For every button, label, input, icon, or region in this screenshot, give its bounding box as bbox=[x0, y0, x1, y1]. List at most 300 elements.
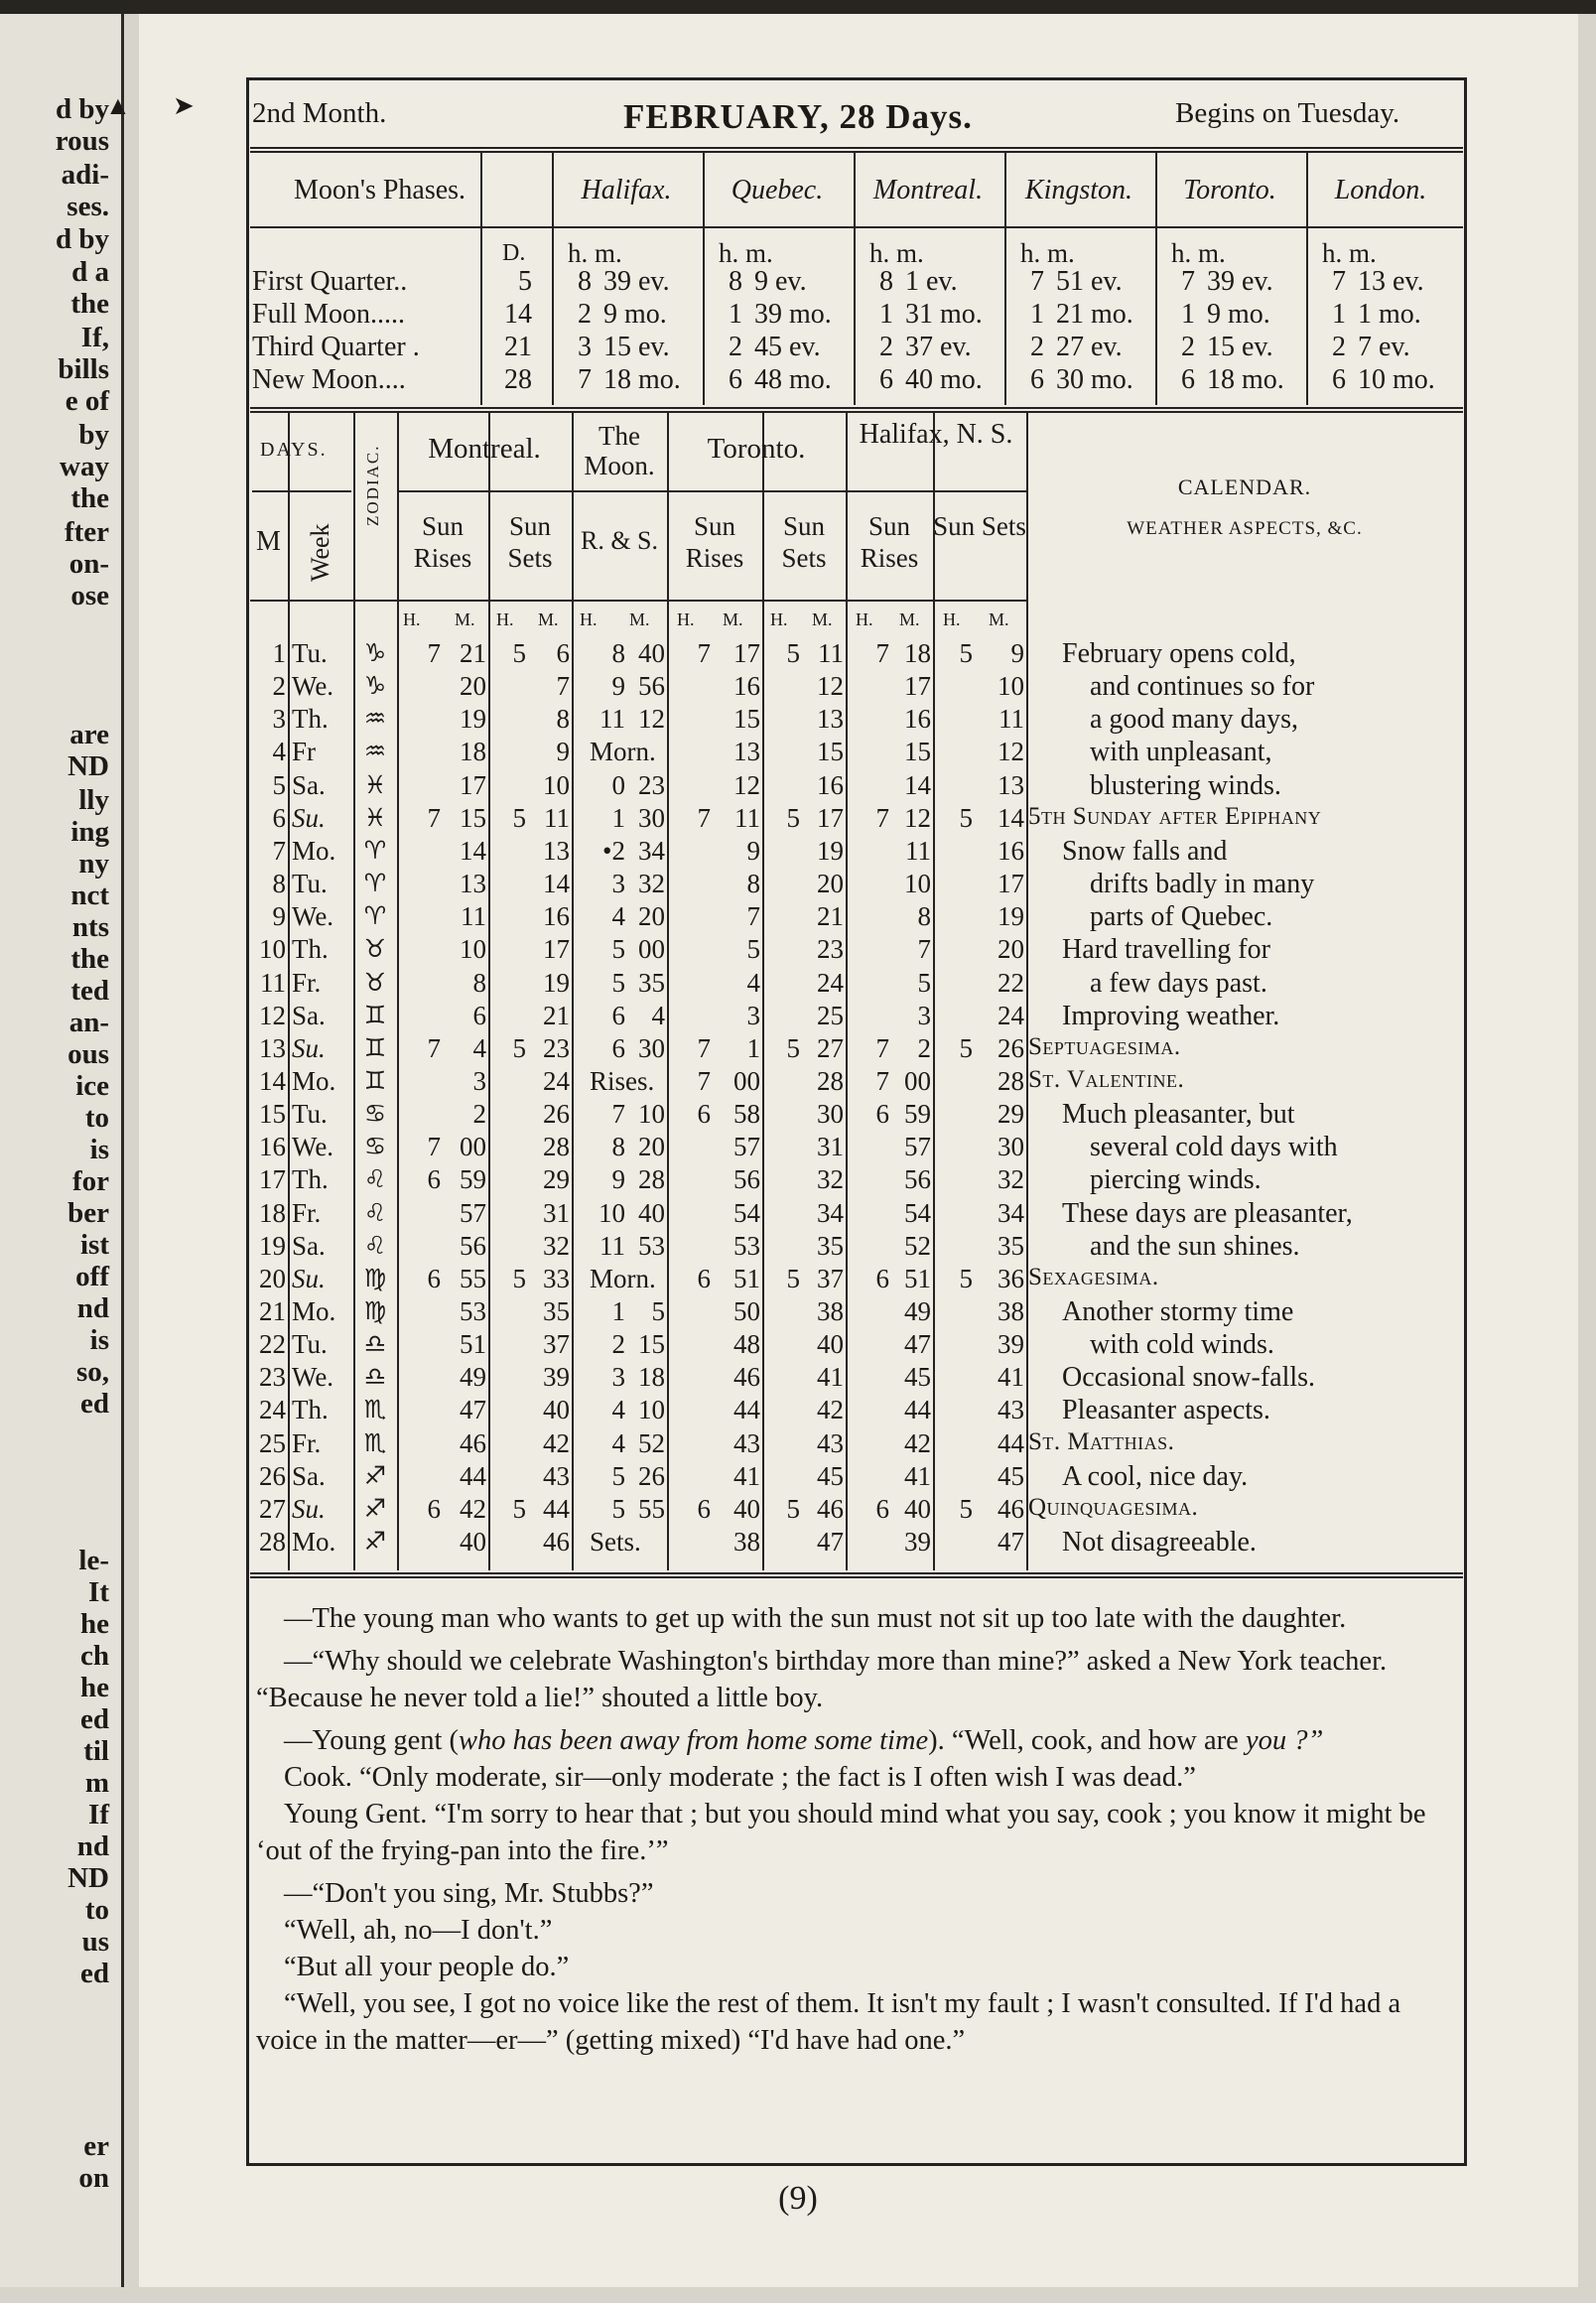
time-min: 47 bbox=[817, 1527, 844, 1558]
time-min: 9 bbox=[1010, 638, 1024, 668]
time-min: 20 bbox=[638, 901, 665, 932]
time-min: 5 bbox=[746, 934, 760, 965]
weather-aspect: Hard travelling for bbox=[1062, 934, 1270, 966]
time-min: 34 bbox=[817, 1197, 844, 1228]
strip-text: e of bbox=[65, 385, 109, 417]
phase-col-line bbox=[1155, 153, 1157, 405]
time-min: 55 bbox=[460, 1263, 486, 1293]
phase-hour: 6 bbox=[1181, 364, 1195, 395]
zodiac-sign-icon: ♎ bbox=[363, 1329, 387, 1359]
time-min: 3 bbox=[917, 1000, 931, 1030]
zodiac-sign-icon: ♍ bbox=[363, 1296, 387, 1325]
strip-text: the bbox=[70, 943, 109, 975]
time-min: 30 bbox=[817, 1099, 844, 1130]
time-hour: 3 bbox=[611, 1362, 625, 1393]
calendar-row bbox=[0, 1428, 1596, 1461]
time-min: 6 bbox=[472, 1000, 486, 1030]
strip-text: he bbox=[80, 1672, 109, 1703]
joke-washington: —“Why should we celebrate Washington's birthday more than mine?” asked a New York teacher. “Because he never told a lie!” shouted a little boy. bbox=[256, 1646, 1388, 1713]
time-hour: 5 bbox=[786, 802, 800, 833]
time-min: 39 bbox=[904, 1527, 931, 1558]
weather-aspect: a good many days, bbox=[1090, 704, 1298, 736]
phase-hour: 2 bbox=[1181, 332, 1195, 362]
time-min: 18 bbox=[460, 737, 486, 767]
strip-text: m bbox=[84, 1767, 109, 1799]
week-day: Mo. bbox=[292, 1065, 336, 1096]
phase-hour: 1 bbox=[1030, 299, 1044, 330]
time-hour: 0 bbox=[611, 769, 625, 800]
week-day: Mo. bbox=[292, 835, 336, 866]
time-min: 46 bbox=[733, 1362, 760, 1393]
calendar-row bbox=[0, 1362, 1596, 1395]
time-min: 41 bbox=[817, 1362, 844, 1393]
zodiac-sign-icon: ♓ bbox=[363, 769, 387, 799]
begins-on: Begins on Tuesday. bbox=[1175, 97, 1400, 129]
moon-event: Sets. bbox=[590, 1527, 641, 1558]
phase-min: 39 ev. bbox=[603, 266, 670, 297]
weather-aspect: Sexagesima. bbox=[1028, 1263, 1159, 1290]
time-min: 56 bbox=[460, 1230, 486, 1261]
calendar-row bbox=[0, 1395, 1596, 1427]
time-hour: 7 bbox=[427, 638, 441, 668]
strip-text: ing bbox=[70, 816, 109, 848]
calendar-row bbox=[0, 671, 1596, 704]
time-hour: 6 bbox=[697, 1493, 711, 1524]
sun-sets-label: Sun Sets bbox=[781, 511, 827, 573]
time-min: 31 bbox=[543, 1197, 570, 1228]
time-min: 42 bbox=[543, 1427, 570, 1458]
joke-stubbs-4: “Well, you see, I got no voice like the rest of them. It isn't my fault ; I wasn't consulted. If I'd had a voice in the matter—er—” (getting mixed) “I'd have had one.” bbox=[256, 1988, 1401, 2056]
time-min: 5 bbox=[651, 1296, 665, 1326]
calendar-row bbox=[0, 1001, 1596, 1033]
time-min: 28 bbox=[998, 1065, 1024, 1096]
time-hour: 3 bbox=[611, 869, 625, 899]
time-min: 23 bbox=[543, 1032, 570, 1063]
phase-day: 5 bbox=[518, 266, 532, 297]
time-min: 50 bbox=[733, 1296, 760, 1326]
time-min: 16 bbox=[998, 835, 1024, 866]
day-number: 13 bbox=[259, 1032, 286, 1063]
time-hour: 6 bbox=[875, 1493, 889, 1524]
time-min: 13 bbox=[998, 769, 1024, 800]
unit-m: M. bbox=[723, 610, 743, 629]
zodiac-sign-icon: ♉ bbox=[363, 934, 387, 964]
week-day: Fr. bbox=[292, 1197, 322, 1228]
strip-text: d by bbox=[55, 93, 109, 125]
strip-text: If, bbox=[80, 322, 109, 353]
week-day: Mo. bbox=[292, 1527, 336, 1558]
strip-text: on- bbox=[68, 548, 109, 580]
time-min: 14 bbox=[543, 869, 570, 899]
time-min: 13 bbox=[733, 737, 760, 767]
day-number: 26 bbox=[259, 1460, 286, 1491]
unit-hm: h. m. bbox=[568, 238, 622, 268]
unit-m: M. bbox=[989, 610, 1009, 629]
zodiac-sign-icon: ♏ bbox=[363, 1427, 387, 1457]
day-number: 20 bbox=[259, 1263, 286, 1293]
calendar-row bbox=[0, 1164, 1596, 1197]
time-hour: 5 bbox=[512, 1263, 526, 1293]
weather-aspect: These days are pleasanter, bbox=[1062, 1197, 1353, 1229]
phase-row bbox=[252, 364, 1463, 397]
week-day: Tu. bbox=[292, 1099, 328, 1130]
time-min: 8 bbox=[472, 967, 486, 998]
phase-hour: 2 bbox=[879, 332, 893, 362]
strip-text: If bbox=[88, 1799, 109, 1830]
weather-aspect: blustering winds. bbox=[1090, 769, 1281, 801]
time-min: 20 bbox=[638, 1132, 665, 1162]
zodiac-sign-icon: ♐ bbox=[363, 1460, 387, 1490]
time-min: 38 bbox=[817, 1296, 844, 1326]
strip-text: to bbox=[84, 1102, 109, 1134]
time-min: 24 bbox=[543, 1065, 570, 1096]
time-min: 53 bbox=[638, 1230, 665, 1261]
calendar-row bbox=[0, 737, 1596, 769]
phase-min: 45 ev. bbox=[754, 332, 821, 362]
weather-aspect: with unpleasant, bbox=[1090, 737, 1272, 768]
calendar-row bbox=[0, 1099, 1596, 1132]
joke-sun: —The young man who wants to get up with the sun must not sit up too late with the daughter. bbox=[284, 1603, 1347, 1634]
phase-name: Third Quarter . bbox=[252, 332, 420, 362]
week-day: We. bbox=[292, 1362, 334, 1393]
time-min: 39 bbox=[998, 1329, 1024, 1360]
time-hour: 5 bbox=[786, 638, 800, 668]
time-min: 00 bbox=[460, 1132, 486, 1162]
sun-sets-label: Sun Sets bbox=[933, 511, 1026, 541]
strip-text: It bbox=[88, 1576, 109, 1608]
time-min: 30 bbox=[638, 1032, 665, 1063]
unit-h: H. bbox=[403, 610, 421, 629]
zodiac-sign-icon: ♑ bbox=[363, 671, 387, 701]
time-min: 13 bbox=[460, 869, 486, 899]
phase-hour: 8 bbox=[729, 266, 742, 297]
phase-min: 1 mo. bbox=[1358, 299, 1421, 330]
time-min: 45 bbox=[817, 1460, 844, 1491]
week-day: Su. bbox=[292, 802, 326, 833]
time-hour: 6 bbox=[427, 1493, 441, 1524]
zodiac-sign-icon: ♓ bbox=[363, 802, 387, 832]
joke-stubbs-3: “But all your people do.” bbox=[284, 1952, 570, 1982]
time-min: 4 bbox=[472, 1032, 486, 1063]
time-min: 00 bbox=[733, 1065, 760, 1096]
week-day: We. bbox=[292, 1132, 334, 1162]
time-min: 57 bbox=[460, 1197, 486, 1228]
weather-aspect: Snow falls and bbox=[1062, 835, 1228, 867]
calendar-row bbox=[0, 934, 1596, 967]
time-min: 9 bbox=[556, 737, 570, 767]
time-min: 52 bbox=[904, 1230, 931, 1261]
time-hour: 7 bbox=[875, 1065, 889, 1096]
calendar-row bbox=[0, 1264, 1596, 1296]
day-number: 23 bbox=[259, 1362, 286, 1393]
weather-aspect: Improving weather. bbox=[1062, 1000, 1280, 1031]
calendar-row bbox=[0, 1198, 1596, 1231]
time-hour: 6 bbox=[697, 1099, 711, 1130]
time-hour: 6 bbox=[697, 1263, 711, 1293]
zodiac-sign-icon: ♊ bbox=[363, 1065, 387, 1095]
time-min: 57 bbox=[733, 1132, 760, 1162]
time-min: 12 bbox=[817, 671, 844, 702]
calendar-row bbox=[0, 1296, 1596, 1329]
strip-text: he bbox=[80, 1608, 109, 1640]
weather-aspect: February opens cold, bbox=[1062, 638, 1296, 669]
time-min: 2 bbox=[917, 1032, 931, 1063]
strip-text: er bbox=[83, 2130, 109, 2162]
time-min: 00 bbox=[638, 934, 665, 965]
time-hour: 7 bbox=[697, 1032, 711, 1063]
time-min: 10 bbox=[998, 671, 1024, 702]
phase-hour: 1 bbox=[1332, 299, 1346, 330]
m-label: M bbox=[256, 526, 281, 557]
phase-min: 13 ev. bbox=[1358, 266, 1424, 297]
strip-text: us bbox=[81, 1926, 109, 1958]
phase-city: Halifax. bbox=[581, 175, 672, 205]
time-min: 47 bbox=[998, 1527, 1024, 1558]
time-min: 44 bbox=[733, 1395, 760, 1425]
day-number: 11 bbox=[260, 967, 286, 998]
time-min: 51 bbox=[733, 1263, 760, 1293]
time-min: 45 bbox=[998, 1460, 1024, 1491]
time-min: 17 bbox=[543, 934, 570, 965]
time-min: 40 bbox=[638, 638, 665, 668]
sun-rises-label: Sun Rises bbox=[860, 511, 919, 573]
phase-city: Quebec. bbox=[731, 175, 824, 205]
phase-min: 27 ev. bbox=[1056, 332, 1123, 362]
phase-city: Toronto. bbox=[1183, 175, 1276, 205]
strip-text: an- bbox=[68, 1007, 109, 1038]
time-hour: 9 bbox=[611, 1164, 625, 1195]
time-hour: 5 bbox=[611, 1460, 625, 1491]
time-min: 32 bbox=[998, 1164, 1024, 1195]
week-day: Sa. bbox=[292, 1230, 326, 1261]
time-min: 7 bbox=[917, 934, 931, 965]
time-hour: 2 bbox=[611, 1329, 625, 1360]
time-min: 18 bbox=[638, 1362, 665, 1393]
sun-rises-label: Sun Rises bbox=[413, 511, 472, 573]
zodiac-sign-icon: ♋ bbox=[363, 1099, 387, 1129]
time-min: 27 bbox=[817, 1032, 844, 1063]
strip-text: ice bbox=[75, 1070, 109, 1102]
time-hour: 6 bbox=[611, 1000, 625, 1030]
phase-min: 18 mo. bbox=[1207, 364, 1284, 395]
calendar-row bbox=[0, 638, 1596, 671]
time-min: 10 bbox=[460, 934, 486, 965]
calendar-row bbox=[0, 869, 1596, 901]
phase-hour: 6 bbox=[1030, 364, 1044, 395]
week-label: Week bbox=[306, 523, 334, 582]
strip-text: ND bbox=[67, 1862, 109, 1894]
phase-day: 28 bbox=[504, 364, 532, 395]
strip-text: lly bbox=[78, 784, 109, 816]
time-min: 15 bbox=[904, 737, 931, 767]
time-hour: 11 bbox=[599, 704, 625, 735]
time-min: 39 bbox=[543, 1362, 570, 1393]
unit-days: D. bbox=[502, 240, 526, 266]
time-min: 47 bbox=[904, 1329, 931, 1360]
time-min: 23 bbox=[817, 934, 844, 965]
calendar-row bbox=[0, 836, 1596, 869]
time-hour: 4 bbox=[611, 1395, 625, 1425]
time-min: 21 bbox=[460, 638, 486, 668]
time-min: 24 bbox=[817, 967, 844, 998]
phase-col-line bbox=[1306, 153, 1308, 405]
toronto-label: Toronto. bbox=[707, 433, 806, 465]
time-hour: 8 bbox=[611, 638, 625, 668]
phase-hour: 7 bbox=[1332, 266, 1346, 297]
time-min: 46 bbox=[998, 1493, 1024, 1524]
time-min: 19 bbox=[460, 704, 486, 735]
time-min: 57 bbox=[904, 1132, 931, 1162]
time-hour: 6 bbox=[427, 1263, 441, 1293]
time-min: 16 bbox=[817, 769, 844, 800]
phase-hour: 2 bbox=[729, 332, 742, 362]
time-min: 12 bbox=[904, 802, 931, 833]
unit-h: H. bbox=[677, 610, 695, 629]
time-min: 46 bbox=[543, 1527, 570, 1558]
day-number: 10 bbox=[259, 934, 286, 965]
time-min: 12 bbox=[998, 737, 1024, 767]
zodiac-sign-icon: ♈ bbox=[363, 835, 387, 865]
time-hour: 7 bbox=[427, 1032, 441, 1063]
time-min: 40 bbox=[638, 1197, 665, 1228]
phase-hour: 2 bbox=[1332, 332, 1346, 362]
time-min: 17 bbox=[733, 638, 760, 668]
moon-label: The Moon. bbox=[584, 421, 655, 480]
day-number: 28 bbox=[259, 1527, 286, 1558]
strip-text: off bbox=[75, 1261, 109, 1292]
time-min: 16 bbox=[733, 671, 760, 702]
time-min: 38 bbox=[998, 1296, 1024, 1326]
weather-aspect: Occasional snow-falls. bbox=[1062, 1362, 1316, 1394]
time-min: 19 bbox=[817, 835, 844, 866]
unit-m: M. bbox=[455, 610, 475, 629]
weather-aspect: Another stormy time bbox=[1062, 1296, 1294, 1327]
phase-min: 39 mo. bbox=[754, 299, 832, 330]
time-min: 40 bbox=[817, 1329, 844, 1360]
time-min: 3 bbox=[472, 1065, 486, 1096]
time-hour: 1 bbox=[611, 802, 625, 833]
time-min: 34 bbox=[998, 1197, 1024, 1228]
phase-name: New Moon.... bbox=[252, 364, 406, 395]
time-min: 56 bbox=[638, 671, 665, 702]
phase-col-line bbox=[703, 153, 705, 405]
weather-aspect: 5th Sunday after Epiphany bbox=[1028, 802, 1322, 830]
week-day: Fr. bbox=[292, 967, 322, 998]
time-min: 48 bbox=[733, 1329, 760, 1360]
time-min: 19 bbox=[998, 901, 1024, 932]
time-min: 40 bbox=[543, 1395, 570, 1425]
phase-city: Montreal. bbox=[872, 175, 984, 205]
time-min: 22 bbox=[998, 967, 1024, 998]
day-number: 14 bbox=[259, 1065, 286, 1096]
time-min: 21 bbox=[817, 901, 844, 932]
time-min: 12 bbox=[733, 769, 760, 800]
strip-text: le- bbox=[78, 1545, 109, 1576]
weather-aspect: A cool, nice day. bbox=[1062, 1460, 1249, 1492]
joke-young-gent: Young Gent. “I'm sorry to hear that ; but you should mind what you say, cook ; you know it might be ‘out of the frying-pan into the fire.’” bbox=[256, 1799, 1426, 1866]
unit-h: H. bbox=[770, 610, 788, 629]
zodiac-sign-icon: ♋ bbox=[363, 1132, 387, 1161]
time-min: 44 bbox=[460, 1460, 486, 1491]
week-day: Fr bbox=[292, 737, 317, 767]
time-min: 56 bbox=[733, 1164, 760, 1195]
unit-h: H. bbox=[580, 610, 598, 629]
calendar-row bbox=[0, 1066, 1596, 1099]
rule bbox=[250, 407, 1463, 413]
time-min: 24 bbox=[998, 1000, 1024, 1030]
phase-hour: 3 bbox=[578, 332, 592, 362]
unit-m: M. bbox=[899, 610, 920, 629]
calendar-row bbox=[0, 901, 1596, 934]
scan-top-edge bbox=[0, 0, 1596, 14]
moon-event: Morn. bbox=[590, 737, 656, 767]
phase-hour: 7 bbox=[1181, 266, 1195, 297]
time-hour: 7 bbox=[697, 802, 711, 833]
weather-aspect: Much pleasanter, but bbox=[1062, 1099, 1295, 1131]
day-number: 25 bbox=[259, 1427, 286, 1458]
unit-h: H. bbox=[943, 610, 961, 629]
time-hour: 7 bbox=[697, 1065, 711, 1096]
time-min: 15 bbox=[638, 1329, 665, 1360]
time-min: 1 bbox=[746, 1032, 760, 1063]
strip-text: so, bbox=[75, 1356, 109, 1388]
weather-aspect: St. Matthias. bbox=[1028, 1427, 1175, 1455]
week-day: Sa. bbox=[292, 1000, 326, 1030]
zodiac-sign-icon: ♒ bbox=[363, 737, 387, 766]
time-min: 35 bbox=[543, 1296, 570, 1326]
time-min: 10 bbox=[543, 769, 570, 800]
time-min: 42 bbox=[460, 1493, 486, 1524]
time-min: 7 bbox=[746, 901, 760, 932]
time-min: 25 bbox=[817, 1000, 844, 1030]
weather-aspect: several cold days with bbox=[1090, 1132, 1338, 1163]
phase-col-line bbox=[1004, 153, 1006, 405]
rule bbox=[250, 226, 1463, 228]
weather-aspect: St. Valentine. bbox=[1028, 1065, 1185, 1093]
week-day: Tu. bbox=[292, 638, 328, 668]
time-hour: 8 bbox=[611, 1132, 625, 1162]
weather-aspect: Not disagreeable. bbox=[1062, 1527, 1257, 1558]
zodiac-sign-icon: ♐ bbox=[363, 1493, 387, 1523]
time-hour: 6 bbox=[875, 1099, 889, 1130]
time-hour: 6 bbox=[611, 1032, 625, 1063]
week-day: Sa. bbox=[292, 769, 326, 800]
strip-text: ist bbox=[80, 1229, 109, 1261]
time-min: 12 bbox=[638, 704, 665, 735]
time-min: 17 bbox=[460, 769, 486, 800]
weather-aspect: Quinquagesima. bbox=[1028, 1493, 1199, 1521]
strip-text: is bbox=[89, 1324, 109, 1356]
unit-hm: h. m. bbox=[1020, 238, 1075, 268]
phase-col-line bbox=[854, 153, 856, 405]
weather-aspect: and continues so for bbox=[1090, 671, 1315, 703]
strip-text: on bbox=[78, 2162, 109, 2194]
unit-hm: h. m. bbox=[719, 238, 773, 268]
strip-text: ed bbox=[80, 1958, 109, 1989]
time-min: 21 bbox=[543, 1000, 570, 1030]
time-min: 37 bbox=[543, 1329, 570, 1360]
time-min: 14 bbox=[460, 835, 486, 866]
time-min: 46 bbox=[460, 1427, 486, 1458]
phase-min: 30 mo. bbox=[1056, 364, 1133, 395]
time-hour: 7 bbox=[427, 802, 441, 833]
phase-hour: 6 bbox=[1332, 364, 1346, 395]
day-number: 27 bbox=[259, 1493, 286, 1524]
time-min: 31 bbox=[817, 1132, 844, 1162]
time-hour: 7 bbox=[875, 802, 889, 833]
joke-stubbs-2: “Well, ah, no—I don't.” bbox=[284, 1915, 553, 1946]
time-min: 35 bbox=[817, 1230, 844, 1261]
